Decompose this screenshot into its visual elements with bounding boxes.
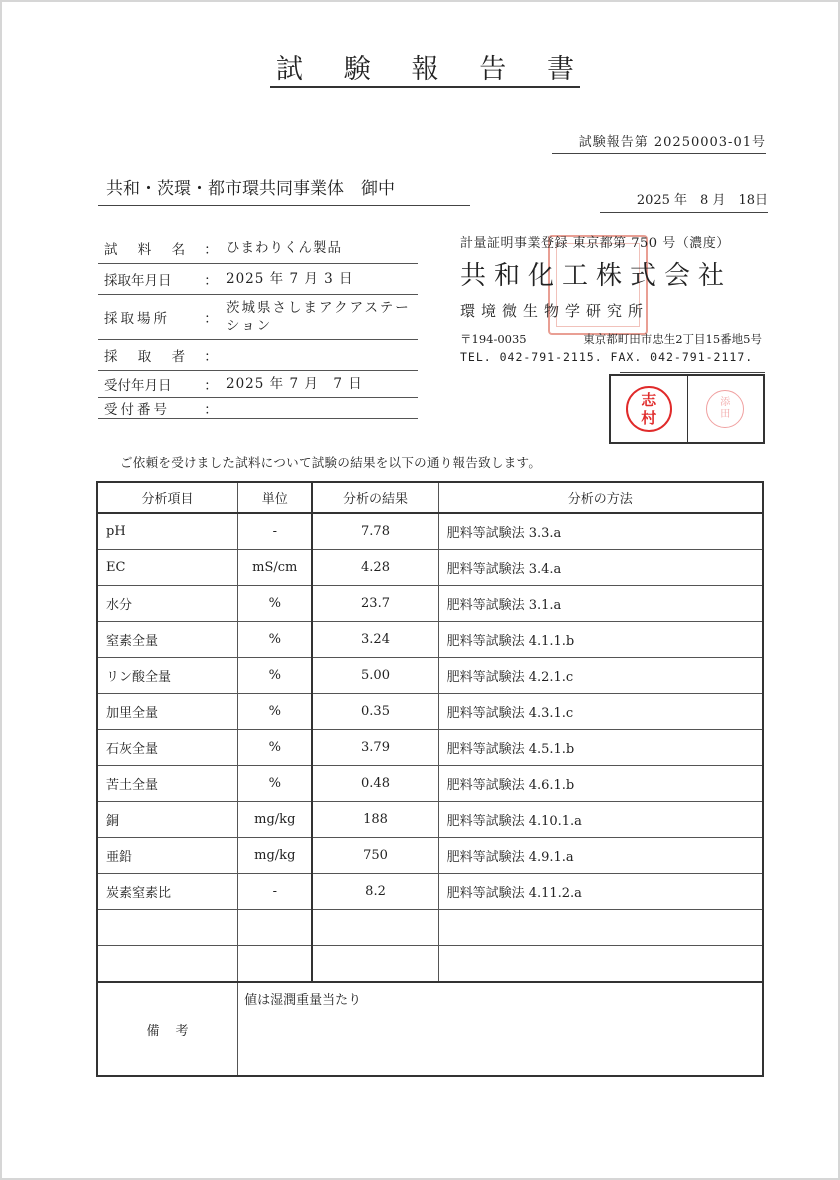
table-row	[97, 802, 763, 838]
cell-item: 石灰全量	[97, 730, 238, 766]
seal-char: 添	[720, 397, 731, 408]
info-colon: ：	[204, 273, 218, 289]
cell-unit: %	[238, 586, 313, 622]
cell-item: 炭素窒素比	[97, 874, 238, 910]
cell-unit: %	[238, 694, 313, 730]
title-char: 書	[547, 54, 574, 85]
cell-result	[312, 946, 438, 983]
cell-item	[97, 910, 238, 946]
table-row	[97, 766, 763, 802]
intro-text: ご依頼を受けました試料について試験の結果を以下の通り報告致します。	[120, 455, 542, 470]
company-block	[460, 232, 770, 364]
remarks-text: 値は湿潤重量当たり	[238, 982, 763, 1076]
info-colon: ：	[204, 378, 218, 394]
cell-method: 肥料等試験法 4.6.1.b	[438, 766, 763, 802]
cell-unit: mg/kg	[238, 838, 313, 874]
stamp-cell-secondary	[687, 376, 764, 442]
cell-item: 銅	[97, 802, 238, 838]
stamp-cell-primary	[611, 376, 687, 442]
addressee: 共和・茨環・都市環共同事業体 御中	[98, 174, 470, 206]
table-row	[97, 622, 763, 658]
address-line	[460, 331, 762, 347]
header-item: 分析項目	[97, 482, 238, 513]
info-colon: ：	[204, 311, 218, 327]
info-colon: ：	[204, 402, 218, 418]
cell-unit	[238, 910, 313, 946]
table-row	[97, 658, 763, 694]
title-char: 試	[276, 54, 303, 85]
cell-method: 肥料等試験法 3.1.a	[438, 586, 763, 622]
info-value: 2025 年 7 月 3 日	[226, 271, 354, 287]
table-row	[97, 910, 763, 946]
report-number: 試験報告第 20250003-01号	[552, 131, 766, 154]
info-label: 採取場所	[104, 311, 170, 327]
tel-fax: TEL. 042-791-2115. FAX. 042-791-2117.	[460, 350, 754, 364]
cell-unit: mg/kg	[238, 802, 313, 838]
issue-date: 2025 年 8 月 18日	[600, 189, 768, 213]
cell-item	[97, 946, 238, 983]
cell-item: EC	[97, 550, 238, 586]
header-unit: 単位	[238, 482, 313, 513]
cell-unit: -	[238, 513, 313, 550]
cell-item: リン酸全量	[97, 658, 238, 694]
info-colon: ：	[204, 242, 218, 258]
table-row	[97, 694, 763, 730]
table-row	[97, 874, 763, 910]
cell-result: 3.24	[312, 622, 438, 658]
certification-registration: 計量証明事業登録 東京都第 750 号（濃度）	[460, 236, 730, 251]
cell-result: 0.48	[312, 766, 438, 802]
cell-method: 肥料等試験法 3.4.a	[438, 550, 763, 586]
info-label: 受付年月日	[104, 378, 172, 394]
cell-result: 23.7	[312, 586, 438, 622]
postal-code: 〒194-0035	[460, 332, 527, 346]
header-method: 分析の方法	[438, 482, 763, 513]
cell-result	[312, 910, 438, 946]
table-row	[97, 946, 763, 983]
sample-info	[98, 233, 418, 419]
cell-unit: %	[238, 766, 313, 802]
cell-method	[438, 946, 763, 983]
sample-info-row-sample-name	[98, 233, 418, 264]
cell-unit: %	[238, 658, 313, 694]
sample-info-row-receipt-date	[98, 371, 418, 398]
page-title	[270, 52, 580, 88]
company-divider	[620, 372, 765, 373]
cell-method: 肥料等試験法 4.5.1.b	[438, 730, 763, 766]
cell-method: 肥料等試験法 4.3.1.c	[438, 694, 763, 730]
sample-info-row-receipt-number	[98, 398, 418, 419]
table-row	[97, 838, 763, 874]
cell-item: 亜鉛	[97, 838, 238, 874]
info-label: 受付番号	[104, 402, 170, 418]
cell-unit	[238, 946, 313, 983]
approval-stamps	[609, 374, 765, 444]
personal-seal-icon	[626, 386, 672, 432]
company-name: 共和化工株式会社	[460, 261, 733, 291]
table-row	[97, 513, 763, 550]
table-row	[97, 730, 763, 766]
cell-result: 3.79	[312, 730, 438, 766]
table-header-row	[97, 482, 763, 513]
cell-unit: %	[238, 730, 313, 766]
cell-result: 8.2	[312, 874, 438, 910]
info-value: ひまわりくん製品	[226, 240, 342, 256]
cell-unit: mS/cm	[238, 550, 313, 586]
street-address: 東京都町田市忠生2丁目15番地5号	[583, 332, 762, 346]
cell-method: 肥料等試験法 4.2.1.c	[438, 658, 763, 694]
personal-seal-faint-icon	[706, 390, 744, 428]
remarks-label: 備考	[97, 982, 238, 1076]
cell-result: 4.28	[312, 550, 438, 586]
info-label: 試 料 名	[104, 242, 194, 258]
seal-char: 田	[720, 409, 731, 420]
table-row	[97, 586, 763, 622]
cell-item: 水分	[97, 586, 238, 622]
info-value: 茨城県さしまアクアステーション	[226, 300, 411, 334]
cell-method: 肥料等試験法 4.1.1.b	[438, 622, 763, 658]
info-label: 採取年月日	[104, 273, 172, 289]
header-result: 分析の結果	[312, 482, 438, 513]
cell-method: 肥料等試験法 4.9.1.a	[438, 838, 763, 874]
cell-method	[438, 910, 763, 946]
cell-result: 5.00	[312, 658, 438, 694]
cell-method: 肥料等試験法 4.11.2.a	[438, 874, 763, 910]
cell-method: 肥料等試験法 4.10.1.a	[438, 802, 763, 838]
sample-info-row-sampling-place	[98, 295, 418, 340]
seal-char: 村	[641, 409, 657, 427]
seal-char: 志	[641, 391, 657, 409]
laboratory-name: 環境微生物学研究所	[460, 302, 650, 320]
cell-item: 加里全量	[97, 694, 238, 730]
cell-result: 0.35	[312, 694, 438, 730]
info-label: 採 取 者	[104, 349, 194, 365]
info-colon: ：	[204, 349, 218, 365]
results-table	[96, 481, 764, 1077]
cell-unit: -	[238, 874, 313, 910]
cell-item: 苦土全量	[97, 766, 238, 802]
cell-result: 750	[312, 838, 438, 874]
info-value: 2025 年 7 月 7 日	[226, 376, 363, 392]
title-char: 験	[343, 54, 371, 85]
table-row	[97, 550, 763, 586]
cell-item: 窒素全量	[97, 622, 238, 658]
cell-item: pH	[97, 513, 238, 550]
cell-unit: %	[238, 622, 313, 658]
sample-info-row-sampler	[98, 340, 418, 371]
sample-info-row-sampling-date	[98, 264, 418, 295]
title-char: 報	[411, 54, 439, 85]
title-char: 告	[479, 54, 507, 85]
cell-result: 7.78	[312, 513, 438, 550]
remarks-row	[97, 982, 763, 1076]
cell-result: 188	[312, 802, 438, 838]
cell-method: 肥料等試験法 3.3.a	[438, 513, 763, 550]
